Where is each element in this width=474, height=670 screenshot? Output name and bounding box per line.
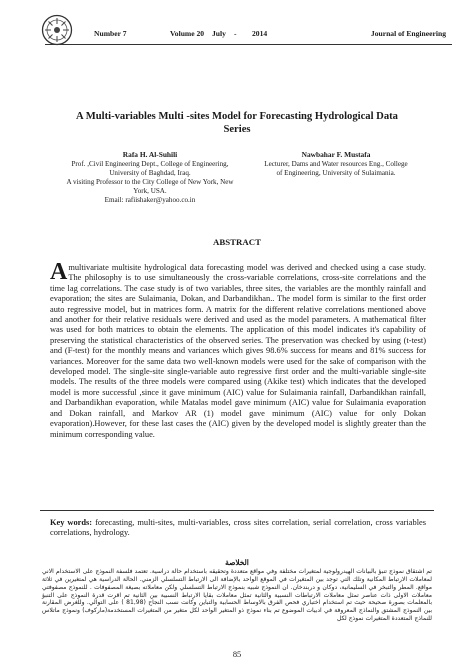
header-separator: - (234, 29, 237, 38)
paper-title: A Multi-variables Multi -sites Model for Forecasting Hydrological Data Series (76, 111, 398, 135)
keywords-text: forecasting, multi-sites, multi-variables, cross sites correlation, serial correlation, cross variables correlations, hydrology. (50, 518, 426, 538)
author-name: Nawbahar F. Mustafa (301, 150, 371, 159)
volume-number: Volume 20 (170, 29, 205, 38)
author-block-1 (60, 151, 240, 204)
author-affiliation: of Engineering, University of Sulaimania. (276, 168, 396, 177)
abstract-heading: ABSTRACT (213, 237, 261, 247)
keywords (50, 518, 426, 539)
issue-year: 2014 (252, 29, 268, 38)
section-rule (40, 510, 434, 511)
issue-number: Number 7 (94, 29, 127, 38)
author-affiliation: Lecturer, Dams and Water resources Eng., College (264, 159, 408, 168)
author-affiliation: York, USA. (133, 186, 167, 195)
abstract-text: multivariate multisite hydrological data forecasting model was derived and checked using a case study. The philosophy is to use simultaneously the cross-variable correlations, cross-site correlations and the time lag correlations. The case study is of two variables, three sites, the variables are the monthly rainfall and evaporation; the sites are Sulaimania, Dokan, and Darbandikhan.. The model form is similar to the first order auto regressive model, but in matrices form. A matrix for the different relative correlations mentioned above and another for their relative residuals were derived and used as the model parameters. A mathematical filter was used for both matrices to obtain the elements. The application of this model indicates it's capability of preserving the statistical characteristics of the observed series. The preservation was checked by using (t-test) and (F-test) for the monthly means and variances which gives 98.6% success for means and 81% success for variances. Moreover for the same data two well-known models were used for the sake of comparison with the developed model. The single-site single-variable auto regressive first order and the multi-variable single-site models. The results of the three models were compared using (Akike test) which indicates that the developed model is more successful ,since it gave minimum (AIC) value for Sulaimania rainfall, Darbandikhan rainfall, and Darbandikhan evaporation, while Matalas model gave minimum (AIC) value for Sulaimania evaporation and Dokan rainfall, and Markov AR (1) model gave minimum (AIC) value for only Dokan evaporation).However, for these last cases the (AIC) given by the developed model is slightly greater than the minimum corresponding value. (50, 263, 426, 439)
author-affiliation: Prof. ,Civil Engineering Dept., College of Engineering, (71, 159, 229, 168)
author-affiliation: University of Baghdad, Iraq. (109, 168, 191, 177)
author-email: Email: rafiishaker@yahoo.co.in (104, 195, 196, 204)
author-name: Rafa H. Al-Suhili (122, 150, 178, 159)
arabic-abstract-heading: الخلاصة (225, 558, 249, 567)
keywords-label: Key words: (50, 518, 93, 527)
author-affiliation: A visiting Professor to the City College of New York, New (66, 177, 234, 186)
page-number: 85 (232, 650, 242, 659)
header-rule (45, 44, 452, 45)
abstract-body (50, 259, 426, 440)
arabic-abstract-body: تم اشتقاق نموذج تنبؤ بالبيانات الهيدرولوجية لمتغيرات مختلفة وفي مواقع متعددة وتحقيقه باستخدام حالة دراسية. تعتمد فلسفة النموذج على الاستخدام الاني لمعاملات الارتباط المكانية وتلك التي توجد بين المتغيرات في الموقع الواحد بالإضافة الى الارتباط التسلسلي الزمني. الحالة الدراسية هي لمتغيرين في ثلاثة مواقع. المطر والتبخر في السليمانية، دوكان و دربندخان. ان النموذج شبيه بنموذج الارتباط التسلسلي ولكن معاملاته بصيغة المصفوفات . للنموذج مصفوفتي معاملات الاولى ذات عناصر تمثل معاملات الارتباطات النسبية والثانية تمثل معاملات بقايا الارتباط النسبية بين الثانية تم اقرت قدرة النموذج على التنبؤ بالمعلمات بصورة صحيحة حيث تم استخدام اختباري فحص الفرق بالاوساط الحسابية والتباين وكانت نسب النجاح (81,98 ) على التوالي. وللغرض المقارنة بين النموذج المشتق والنماذج المعروفة في ادبيات الموضوع تم بناء نموذج ذو المتغير الواحد لكل متغير من المتغيرات المستخدمة(ماركوف) ونموذج ماتلاس للنماذج المتعددة المتغيرات نموذج لكل (42, 568, 433, 623)
author-block-2 (250, 151, 422, 178)
journal-name: Journal of Engineering (370, 29, 446, 38)
issue-month: July (212, 29, 226, 38)
journal-emblem-icon (41, 14, 73, 46)
abstract-dropcap: A (50, 259, 68, 285)
